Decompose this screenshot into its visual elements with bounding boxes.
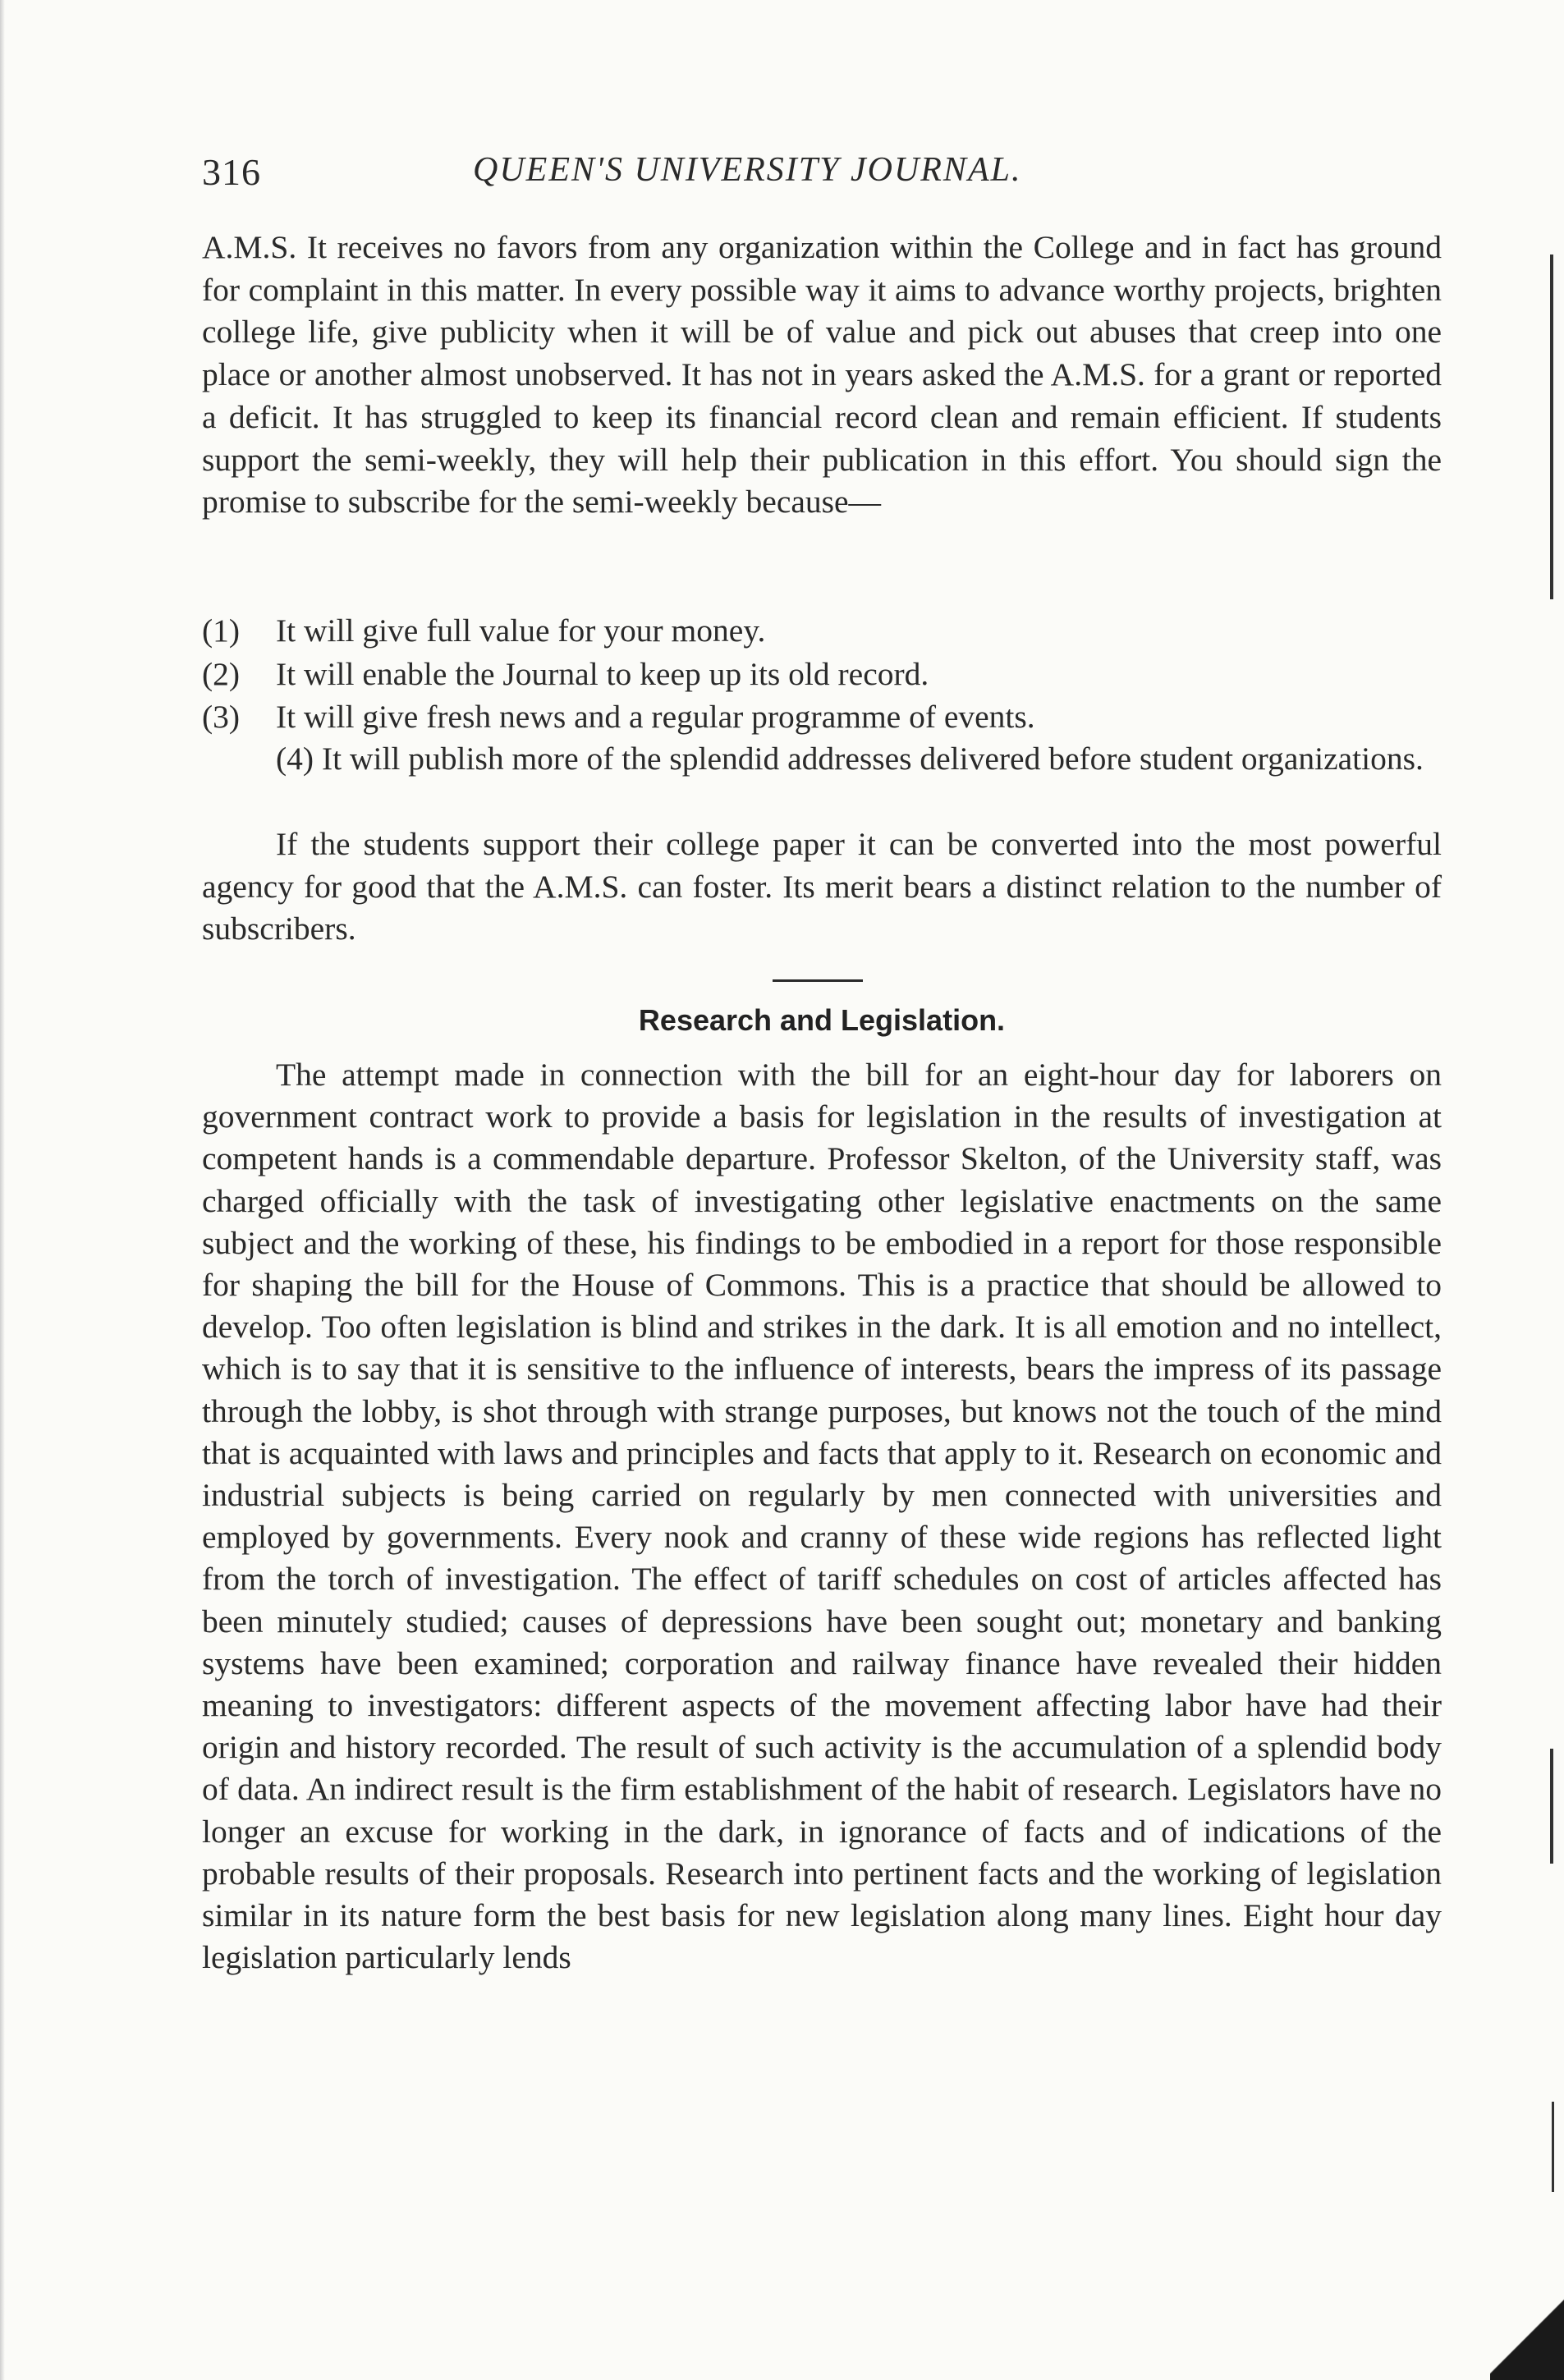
- list-item-text: It will publish more of the splendid addresses delivered before student organizations.: [321, 741, 1424, 777]
- list-item-text: It will give full value for your money.: [276, 612, 766, 649]
- scan-margin-mark: [1550, 1749, 1553, 1864]
- list-item-4: [202, 738, 1442, 781]
- scan-margin-mark: [1552, 2102, 1554, 2192]
- section-paragraph: [202, 1054, 1442, 1979]
- section-paragraph-text: The attempt made in connection with the bill for an eight-hour day for laborers on government contract work to provide a basis for legislation in the results of investigation at competent hands is a commendable departure. Professor Skelton, of the University staff, was charged officially with the task of investigating other legislative enactments on the same subject and the working of these, his findings to be embodied in a report for those responsible for shaping the bill for the House of Commons. This is a practice that should be allowed to develop. Too often legislation is blind and strikes in the dark. It is all emotion and no intellect, which is to say that it is sensitive to the influence of interests, bears the impress of its passage through the lobby, is shot through with strange purposes, but knows not the touch of the mind that is acquainted with laws and principles and facts that apply to it. Research on economic and industrial subjects is being carried on regularly by men connected with universities and employed by governments. Every nook and cranny of these wide regions has reflected light from the torch of investigation. The effect of tariff schedules on cost of articles affected has been minutely studied; causes of depressions have been sought out; monetary and banking systems have been examined; corporation and railway finance have revealed their hidden meaning to investigators: different aspects of the movement affecting labor have had their origin and history recorded. The result of such activity is the accumulation of a splendid body of data. An indirect result is the firm establishment of the habit of research. Legislators have no longer an excuse for working in the dark, in ignorance of facts and of indications of the probable results of their proposals. Research into pertinent facts and the working of legislation similar in its nature form the best basis for new legislation along many lines. Eight hour day legislation particularly lends: [202, 1057, 1442, 1976]
- list-item-number: (4): [276, 741, 314, 777]
- list-item-text: It will give fresh news and a regular programme of events.: [276, 699, 1035, 735]
- section-divider: [773, 979, 863, 982]
- list-item: (1) It will give full value for your money.: [202, 612, 766, 649]
- closing-paragraph: [202, 823, 1442, 951]
- page-number: 316: [202, 151, 261, 193]
- top-paragraph-text: A.M.S. It receives no favors from any organization within the College and in fact has ground for complaint in this matter. In every possible way it aims to advance worthy projects, brighten college life, give publicity when it will be of value and pick out abuses that creep into one place or another almost unobserved. It has not in years asked the A.M.S. for a grant or reported a deficit. It has struggled to keep its financial record clean and remain efficient. If students support the semi-weekly, they will help their publication in this effort. You should sign the promise to subscribe for the semi-weekly because—: [202, 229, 1442, 520]
- section-heading: Research and Legislation.: [638, 1003, 1006, 1037]
- list-item-text: It will enable the Journal to keep up its old record.: [276, 655, 929, 692]
- reasons-list: [202, 609, 1442, 739]
- running-title: QUEEN'S UNIVERSITY JOURNAL.: [473, 151, 1022, 189]
- list-item: (2) It will enable the Journal to keep up its old record.: [202, 655, 929, 692]
- page-header: [202, 150, 1458, 199]
- scan-left-edge: [0, 0, 5, 2380]
- list-item: (3) It will give fresh news and a regular programme of events.: [202, 699, 1035, 735]
- closing-paragraph-text: If the students support their college paper it can be converted into the most powerful agency for good that the A.M.S. can foster. Its merit bears a distinct relation to the number of subscribers.: [202, 826, 1442, 947]
- scan-margin-mark: [1550, 255, 1553, 599]
- top-paragraph: [202, 227, 1442, 524]
- page-corner-shadow: [1490, 2273, 1564, 2380]
